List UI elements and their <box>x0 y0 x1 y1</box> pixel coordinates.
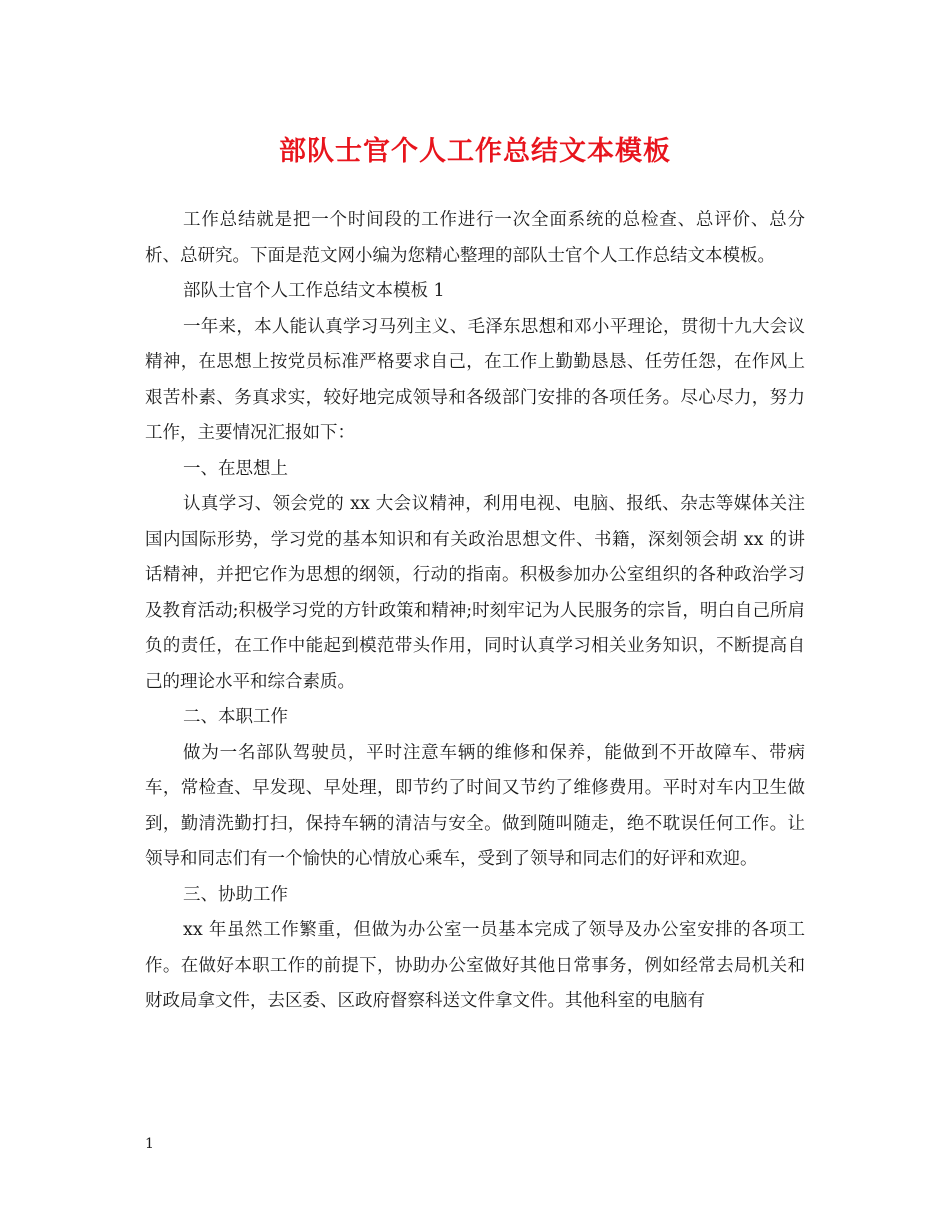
document-body <box>145 203 805 1020</box>
opening-paragraph: 一年来，本人能认真学习马列主义、毛泽东思想和邓小平理论，贯彻十九大会议精神，在思想上按党员标准严格要求自己，在工作上勤勤恳恳、任劳任怨，在作风上艰苦朴素、务真求实，较好地完成领导和各级部门安排的各项任务。尽心尽力，努力工作，主要情况汇报如下： <box>145 316 805 443</box>
heading-assist: 三、协助工作 <box>183 884 288 905</box>
heading-thought: 一、在思想上 <box>183 458 288 479</box>
document-title: 部队士官个人工作总结文本模板 <box>279 136 671 167</box>
section-title: 部队士官个人工作总结文本模板 1 <box>183 281 445 301</box>
heading-duty: 二、本职工作 <box>183 707 288 727</box>
intro-paragraph: 工作总结就是把一个时间段的工作进行一次全面系统的总检查、总评价、总分析、总研究。下面是范文网小编为您精心整理的部队士官个人工作总结文本模板。 <box>145 210 805 266</box>
duty-paragraph: 做为一名部队驾驶员，平时注意车辆的维修和保养，能做到不开故障车、带病车，常检查、早发现、早处理，即节约了时间又节约了维修费用。平时对车内卫生做到，勤清洗勤打扫，保持车辆的清洁与安全。做到随叫随走，绝不耽误任何工作。让领导和同志们有一个愉快的心情放心乘车，受到了领导和同志们的好评和欢迎。 <box>145 742 805 869</box>
page-number: 1 <box>145 1136 154 1152</box>
thought-paragraph: 认真学习、领会党的 xx 大会议精神，利用电视、电脑、报纸、杂志等媒体关注国内国际形势，学习党的基本知识和有关政治思想文件、书籍，深刻领会胡 xx 的讲话精神，并把它作为思想的纲领，行动的指南。积极参加办公室组织的各种政治学习及教育活动;积极学习党的方针政策和精神;时刻牢记为人民服务的宗旨，明白自己所肩负的责任，在工作中能起到模范带头作用，同时认真学习相关业务知识，不断提高自己的理论水平和综合素质。 <box>145 494 805 692</box>
assist-paragraph: xx 年虽然工作繁重，但做为办公室一员基本完成了领导及办公室安排的各项工作。在做好本职工作的前提下，协助办公室做好其他日常事务，例如经常去局机关和财政局拿文件，去区委、区政府督察科送文件拿文件。其他科室的电脑有 <box>145 920 805 1011</box>
